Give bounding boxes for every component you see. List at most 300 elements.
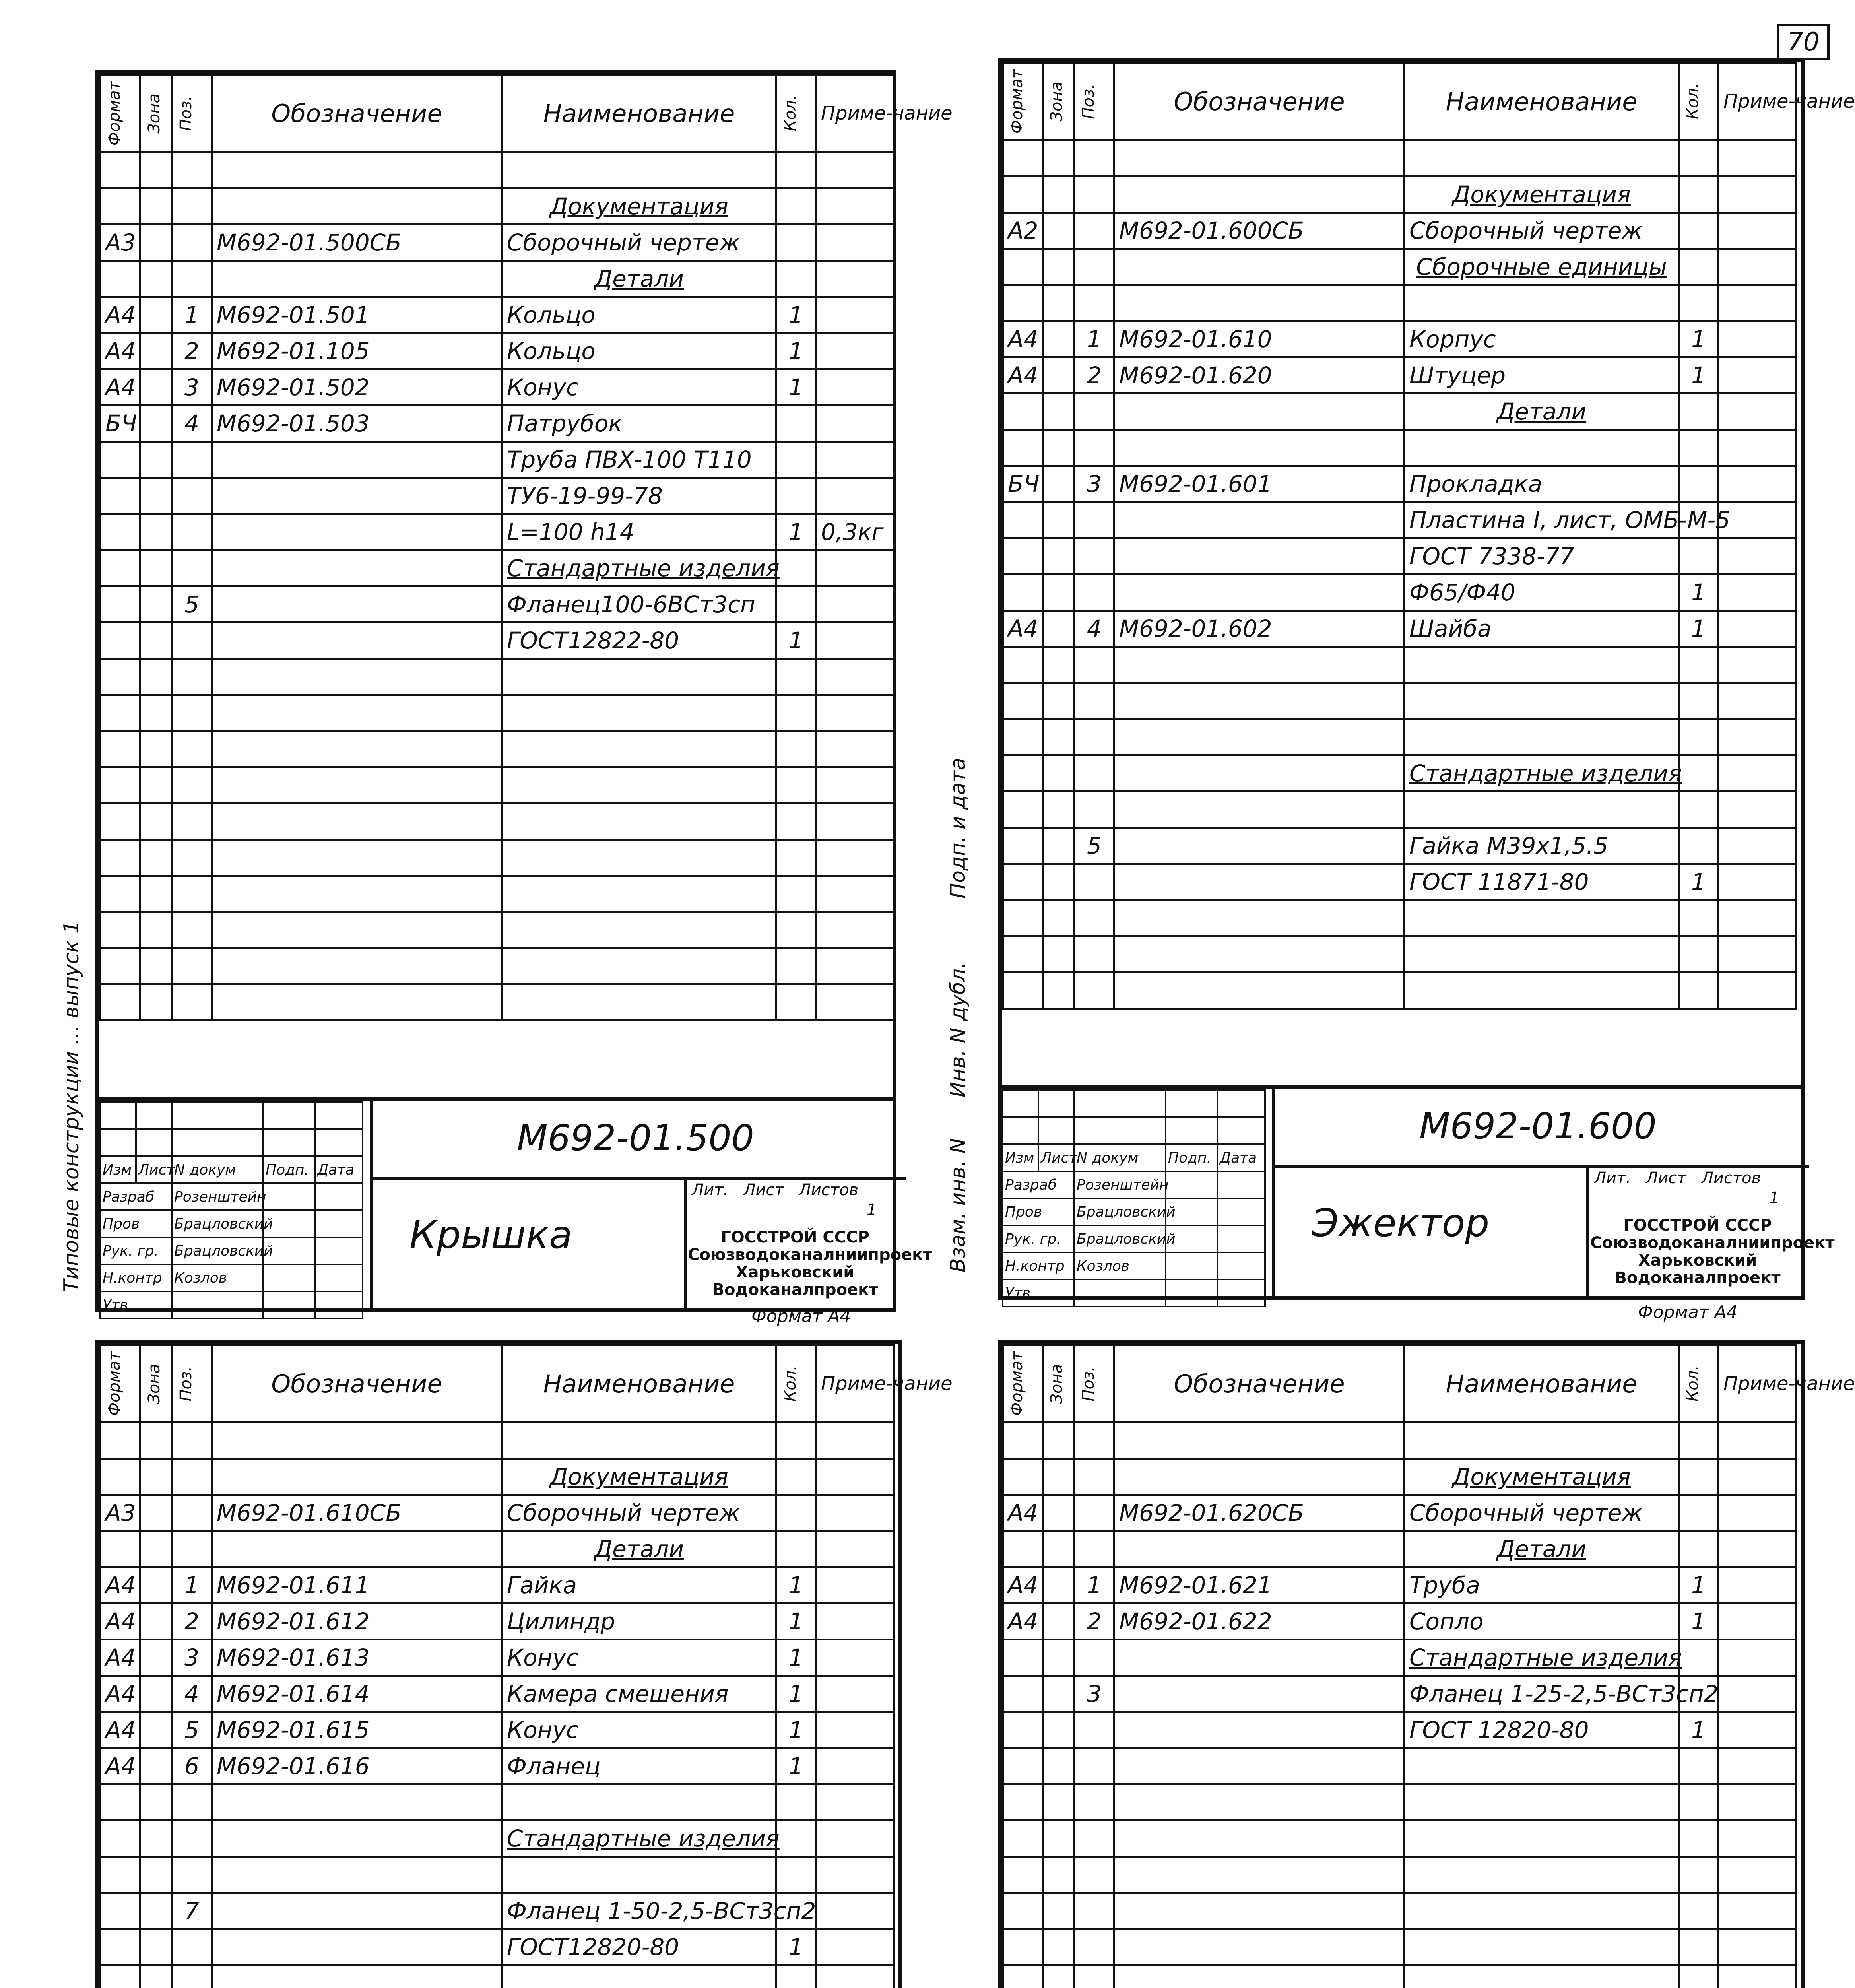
cell-z <box>1043 1531 1075 1567</box>
cell-q: 1 <box>1679 321 1719 357</box>
cell-z <box>1043 357 1075 394</box>
cell-z <box>1043 213 1075 249</box>
cell-q: 1 <box>776 1640 816 1676</box>
header-format: Формат <box>1008 69 1026 134</box>
table-row <box>101 225 894 261</box>
cell-p: 3 <box>172 369 212 406</box>
cell-q: 1 <box>776 514 816 550</box>
table-row <box>101 948 894 984</box>
cell-f <box>101 731 140 767</box>
cell-q <box>1679 285 1719 321</box>
cell-f <box>101 840 140 876</box>
org-line: Водоканалпроект <box>1614 1269 1781 1287</box>
cell-f <box>101 1929 140 1965</box>
cell-p <box>1075 792 1114 828</box>
cell-p <box>172 731 212 767</box>
spec-table <box>99 1344 953 1988</box>
cell-q <box>1679 719 1719 755</box>
cell-p <box>172 695 212 731</box>
cell-r <box>816 731 894 767</box>
cell-p <box>172 550 212 586</box>
cell-f <box>1003 249 1043 285</box>
table-row <box>1003 1821 1796 1857</box>
cell-r <box>816 1495 894 1531</box>
cell-p: 4 <box>172 1676 212 1712</box>
cell-z <box>1043 1929 1075 1965</box>
cell-n <box>1405 936 1679 973</box>
table-row <box>101 369 894 406</box>
cell-q <box>776 586 816 623</box>
cell-n: Фланец <box>502 1748 776 1784</box>
cell-q <box>1679 249 1719 285</box>
cell-d: М692-01.611 <box>212 1567 502 1604</box>
table-row <box>1003 1965 1796 1988</box>
cell-z <box>1043 900 1075 936</box>
table-row <box>101 876 894 912</box>
header-designation: Обозначение <box>271 1369 442 1398</box>
header-note: Приме-чание <box>1723 90 1855 113</box>
header-name: Наименование <box>543 99 735 128</box>
cell-r <box>1719 430 1796 466</box>
cell-r <box>816 840 894 876</box>
cell-r <box>1719 1748 1796 1784</box>
cell-f: А4 <box>1003 1567 1043 1604</box>
cell-f <box>1003 936 1043 973</box>
cell-f <box>101 1423 140 1459</box>
cell-z <box>140 912 172 948</box>
cell-p <box>1075 647 1114 683</box>
cell-q <box>776 1423 816 1459</box>
cell-f <box>101 876 140 912</box>
cell-d <box>212 1784 502 1821</box>
cell-f: А4 <box>101 333 140 369</box>
cell-q <box>1679 1965 1719 1988</box>
cell-f <box>1003 1893 1043 1929</box>
table-row <box>1003 1893 1796 1929</box>
stamp-izm: Изм <box>1003 1144 1038 1171</box>
stamp-person: Розенштейн <box>1074 1171 1166 1198</box>
cell-d <box>212 695 502 731</box>
stamp-role: Разраб <box>100 1183 172 1210</box>
cell-f <box>101 984 140 1021</box>
cell-q <box>1679 683 1719 719</box>
cell-z <box>1043 1495 1075 1531</box>
cell-f <box>1003 538 1043 575</box>
stamp-role: Утв. <box>100 1291 172 1318</box>
header-note: Приме-чание <box>821 1373 953 1395</box>
cell-q <box>1679 1893 1719 1929</box>
cell-d <box>1114 249 1405 285</box>
cell-d <box>1114 1821 1405 1857</box>
cell-f <box>101 1965 140 1988</box>
cell-p <box>1075 1857 1114 1893</box>
cell-n: Труба <box>1405 1567 1679 1604</box>
cell-n: Труба ПВХ-100 Т110 <box>502 442 776 478</box>
spec-sheet-korpus <box>95 1340 953 1988</box>
stamp-person <box>1074 1279 1166 1307</box>
cell-n: Гайка <box>502 1567 776 1604</box>
cell-q: 1 <box>776 623 816 659</box>
cell-f <box>101 261 140 297</box>
cell-p <box>1075 1495 1114 1531</box>
cell-q <box>1679 1531 1719 1567</box>
document-title: Крышка <box>409 1213 572 1257</box>
table-row <box>1003 1784 1796 1821</box>
cell-f: А4 <box>1003 357 1043 394</box>
cell-r <box>1719 1423 1796 1459</box>
table-row <box>101 514 894 550</box>
cell-z <box>1043 792 1075 828</box>
table-row <box>1003 285 1796 321</box>
cell-z <box>1043 1423 1075 1459</box>
cell-n: Сборочный чертеж <box>502 225 776 261</box>
table-row <box>101 695 894 731</box>
cell-z <box>140 1531 172 1567</box>
cell-r <box>1719 1784 1796 1821</box>
cell-r <box>816 1748 894 1784</box>
stamp-person: Розенштейн <box>172 1183 263 1210</box>
sheets-count: 1 <box>1769 1189 1779 1207</box>
cell-r <box>816 550 894 586</box>
cell-d <box>1114 1459 1405 1495</box>
cell-z <box>1043 1640 1075 1676</box>
table-row <box>101 1965 894 1988</box>
cell-p <box>1075 973 1114 1009</box>
cell-p <box>172 1531 212 1567</box>
cell-q <box>776 912 816 948</box>
cell-f <box>1003 719 1043 755</box>
cell-p <box>172 152 212 188</box>
cell-z <box>140 731 172 767</box>
org-line: Харьковский <box>1638 1251 1757 1270</box>
cell-n: Фланец 1-25-2,5-ВСт3сп2 <box>1405 1676 1679 1712</box>
cell-r <box>1719 900 1796 936</box>
cell-n: Документация <box>502 1459 776 1495</box>
document-code: М692-01.600 <box>1419 1105 1657 1147</box>
cell-f <box>101 695 140 731</box>
cell-n <box>1405 719 1679 755</box>
cell-n <box>502 659 776 695</box>
cell-r <box>1719 1712 1796 1748</box>
cell-r <box>816 1821 894 1857</box>
cell-n <box>1405 1784 1679 1821</box>
cell-f <box>1003 394 1043 430</box>
stamp-list: Лист <box>136 1156 172 1183</box>
left-margin-label: Типовые конструкции ... выпуск 1 <box>60 920 83 1292</box>
cell-f <box>101 478 140 514</box>
table-row <box>101 333 894 369</box>
cell-n: Сборочный чертеж <box>1405 213 1679 249</box>
header-designation: Обозначение <box>1174 1369 1345 1398</box>
cell-q: 1 <box>776 1929 816 1965</box>
cell-p: 1 <box>1075 1567 1114 1604</box>
cell-p: 5 <box>172 586 212 623</box>
cell-n: L=100 h14 <box>502 514 776 550</box>
cell-q: 1 <box>776 297 816 333</box>
cell-f: БЧ <box>101 406 140 442</box>
cell-q <box>776 188 816 225</box>
cell-d: М692-01.621 <box>1114 1567 1405 1604</box>
cell-f <box>1003 1821 1043 1857</box>
cell-r <box>816 586 894 623</box>
cell-d <box>1114 177 1405 213</box>
cell-z <box>1043 1893 1075 1929</box>
stamp-person: Брацловский <box>172 1210 263 1237</box>
cell-p: 3 <box>1075 1676 1114 1712</box>
cell-d: М692-01.501 <box>212 297 502 333</box>
cell-p <box>1075 1640 1114 1676</box>
cell-p <box>172 1965 212 1988</box>
cell-d <box>1114 538 1405 575</box>
cell-n: Патрубок <box>502 406 776 442</box>
cell-n: Конус <box>502 1640 776 1676</box>
cell-n: Фланец100-6ВСт3сп <box>502 586 776 623</box>
cell-r <box>816 1929 894 1965</box>
cell-p <box>1075 900 1114 936</box>
table-row <box>101 1712 894 1748</box>
cell-r <box>1719 755 1796 792</box>
cell-p <box>172 948 212 984</box>
cell-f <box>1003 973 1043 1009</box>
table-row <box>1003 864 1796 900</box>
cell-n: Сборочный чертеж <box>502 1495 776 1531</box>
cell-q <box>1679 140 1719 177</box>
cell-n: ТУ6-19-99-78 <box>502 478 776 514</box>
cell-d <box>1114 936 1405 973</box>
table-row <box>1003 683 1796 719</box>
cell-z <box>140 442 172 478</box>
stamp-role: Н.контр <box>100 1264 172 1291</box>
cell-p <box>172 912 212 948</box>
cell-n: Детали <box>502 1531 776 1567</box>
cell-n: Документация <box>502 188 776 225</box>
org-line: Союзводоканалниипроект <box>1590 1234 1835 1252</box>
table-row <box>101 442 894 478</box>
cell-q <box>776 152 816 188</box>
cell-n <box>502 695 776 731</box>
cell-p <box>1075 213 1114 249</box>
cell-q <box>776 550 816 586</box>
cell-z <box>140 514 172 550</box>
cell-r <box>1719 1459 1796 1495</box>
cell-z <box>1043 647 1075 683</box>
cell-z <box>1043 466 1075 502</box>
cell-q: 1 <box>1679 1567 1719 1604</box>
cell-n <box>1405 140 1679 177</box>
cell-z <box>1043 1748 1075 1784</box>
cell-r <box>816 695 894 731</box>
cell-p <box>1075 575 1114 611</box>
cell-f <box>1003 430 1043 466</box>
cell-p <box>172 514 212 550</box>
cell-d <box>1114 430 1405 466</box>
cell-f: А4 <box>1003 611 1043 647</box>
table-row <box>101 623 894 659</box>
cell-n <box>1405 1893 1679 1929</box>
cell-q: 1 <box>776 1712 816 1748</box>
cell-p: 4 <box>172 406 212 442</box>
cell-z <box>1043 575 1075 611</box>
cell-r <box>816 1459 894 1495</box>
cell-d <box>212 514 502 550</box>
stamp-role: Утв. <box>1003 1279 1074 1307</box>
cell-n <box>502 948 776 984</box>
cell-r <box>1719 285 1796 321</box>
table-row <box>101 767 894 804</box>
cell-f <box>1003 1929 1043 1965</box>
cell-d <box>212 442 502 478</box>
cell-z <box>140 876 172 912</box>
cell-r <box>816 1604 894 1640</box>
table-row <box>1003 1604 1796 1640</box>
stamp-person: Брацловский <box>172 1237 263 1264</box>
cell-q <box>1679 828 1719 864</box>
cell-q <box>776 695 816 731</box>
cell-p <box>1075 285 1114 321</box>
cell-z <box>140 586 172 623</box>
cell-r <box>816 369 894 406</box>
cell-d <box>1114 864 1405 900</box>
cell-q: 1 <box>1679 1604 1719 1640</box>
table-row <box>1003 1459 1796 1495</box>
sheets-label: Листов <box>1701 1169 1761 1187</box>
cell-p <box>1075 430 1114 466</box>
cell-d: М692-01.614 <box>212 1676 502 1712</box>
side-vzam: Взам. инв. N <box>946 1138 970 1272</box>
cell-f <box>101 152 140 188</box>
cell-z <box>1043 177 1075 213</box>
cell-z <box>140 1459 172 1495</box>
cell-p <box>172 623 212 659</box>
cell-r <box>816 948 894 984</box>
document-title: Эжектор <box>1312 1201 1490 1245</box>
cell-z <box>140 1857 172 1893</box>
cell-d: М692-01.600СБ <box>1114 213 1405 249</box>
cell-r <box>1719 357 1796 394</box>
cell-r <box>816 876 894 912</box>
header-zone: Зона <box>1048 81 1066 122</box>
spec-table <box>1002 62 1855 1010</box>
cell-n <box>1405 900 1679 936</box>
cell-d <box>1114 1784 1405 1821</box>
cell-p <box>172 876 212 912</box>
cell-r <box>1719 249 1796 285</box>
cell-d <box>1114 285 1405 321</box>
cell-d <box>212 478 502 514</box>
cell-q <box>776 876 816 912</box>
stamp-podp: Подп. <box>1166 1144 1217 1171</box>
stamp-role: Н.контр <box>1003 1252 1074 1279</box>
table-row <box>101 586 894 623</box>
header-zone: Зона <box>145 1363 163 1404</box>
header-name: Наименование <box>1446 87 1638 116</box>
cell-z <box>1043 394 1075 430</box>
cell-q <box>776 261 816 297</box>
cell-p <box>1075 683 1114 719</box>
cell-f: А4 <box>101 297 140 333</box>
header-note: Приме-чание <box>1723 1373 1855 1395</box>
cell-d: М692-01.622 <box>1114 1604 1405 1640</box>
cell-n <box>502 984 776 1021</box>
cell-p <box>1075 1821 1114 1857</box>
cell-d: М692-01.105 <box>212 333 502 369</box>
cell-r <box>1719 973 1796 1009</box>
cell-n: Корпус <box>1405 321 1679 357</box>
table-row <box>1003 321 1796 357</box>
cell-p <box>1075 936 1114 973</box>
cell-r <box>1719 1965 1796 1988</box>
cell-z <box>1043 430 1075 466</box>
cell-n: Кольцо <box>502 333 776 369</box>
cell-r <box>1719 575 1796 611</box>
cell-d <box>1114 1423 1405 1459</box>
table-row <box>101 1784 894 1821</box>
table-row <box>101 1567 894 1604</box>
cell-r <box>816 1965 894 1988</box>
cell-n: ГОСТ 12820-80 <box>1405 1712 1679 1748</box>
cell-d <box>212 840 502 876</box>
cell-q <box>776 1495 816 1531</box>
header-name: Наименование <box>1446 1369 1638 1398</box>
cell-z <box>140 550 172 586</box>
cell-d <box>212 912 502 948</box>
cell-d: М692-01.500СБ <box>212 225 502 261</box>
cell-n <box>502 912 776 948</box>
cell-n: Детали <box>1405 394 1679 430</box>
cell-q <box>1679 394 1719 430</box>
cell-z <box>1043 864 1075 900</box>
cell-r <box>816 442 894 478</box>
cell-z <box>1043 973 1075 1009</box>
cell-f: А4 <box>101 1748 140 1784</box>
cell-n: Сборочные единицы <box>1405 249 1679 285</box>
table-row <box>101 1821 894 1857</box>
cell-r <box>1719 647 1796 683</box>
cell-d <box>1114 719 1405 755</box>
cell-n <box>502 876 776 912</box>
cell-q <box>776 1459 816 1495</box>
cell-n: Штуцер <box>1405 357 1679 394</box>
cell-n <box>502 1784 776 1821</box>
org-line: ГОССТРОЙ СССР <box>1623 1216 1772 1235</box>
cell-d <box>212 261 502 297</box>
table-row <box>1003 828 1796 864</box>
cell-n: Прокладка <box>1405 466 1679 502</box>
cell-q <box>1679 213 1719 249</box>
cell-q <box>776 731 816 767</box>
cell-z <box>140 948 172 984</box>
stamp-role: Пров <box>100 1210 172 1237</box>
stamp-podp: Подп. <box>263 1156 315 1183</box>
cell-q <box>1679 430 1719 466</box>
table-row <box>1003 1567 1796 1604</box>
stamp-ndoc: N докум <box>1074 1144 1166 1171</box>
cell-q <box>1679 1495 1719 1531</box>
cell-q <box>776 948 816 984</box>
table-row <box>1003 1495 1796 1531</box>
stamp-person: Козлов <box>1074 1252 1166 1279</box>
cell-f: А3 <box>101 225 140 261</box>
cell-r <box>1719 1676 1796 1712</box>
cell-n <box>502 152 776 188</box>
table-row <box>1003 647 1796 683</box>
cell-n: Шайба <box>1405 611 1679 647</box>
cell-d <box>1114 683 1405 719</box>
cell-n: Пластина I, лист, ОМБ-М-5 <box>1405 502 1679 538</box>
cell-f <box>1003 575 1043 611</box>
cell-d: М692-01.620 <box>1114 357 1405 394</box>
cell-q <box>776 225 816 261</box>
